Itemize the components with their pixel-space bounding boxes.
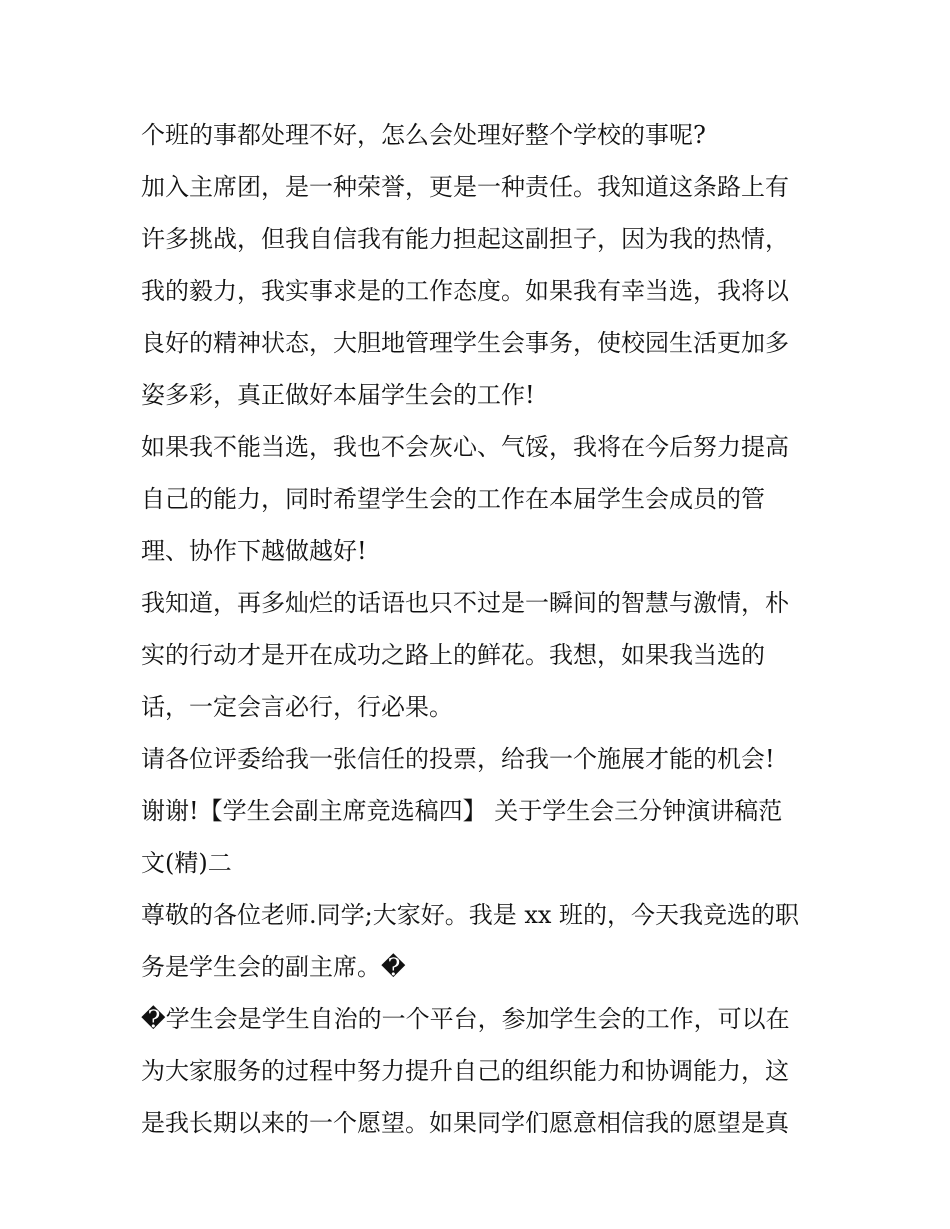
- document-body: [141, 109, 821, 1149]
- text-line: 尊敬的各位老师.同学;大家好。我是 xx 班的，今天我竞选的职: [141, 901, 800, 929]
- text-line: 个班的事都处理不好，怎么会处理好整个学校的事呢?: [141, 121, 706, 149]
- text-line: 话，一定会言必行，行必果。: [141, 693, 453, 721]
- text-line: 理、协作下越做越好!: [141, 537, 367, 565]
- text-line: 我知道，再多灿烂的话语也只不过是一瞬间的智慧与激情，朴: [141, 589, 789, 617]
- text-line: 务是学生会的副主席。�: [141, 953, 406, 981]
- text-line: 谢谢!【学生会副主席竞选稿四】 关于学生会三分钟演讲稿范: [141, 797, 783, 825]
- text-line: 如果我不能当选，我也不会灰心、气馁，我将在今后努力提高: [141, 433, 789, 461]
- text-line: 请各位评委给我一张信任的投票，给我一个施展才能的机会!: [141, 745, 775, 773]
- text-line: 我的毅力，我实事求是的工作态度。如果我有幸当选，我将以: [141, 277, 789, 305]
- text-line: 自己的能力，同时希望学生会的工作在本届学生会成员的管: [141, 485, 765, 513]
- text-line: 良好的精神状态，大胆地管理学生会事务，使校园生活更加多: [141, 329, 789, 357]
- text-line: 是我长期以来的一个愿望。如果同学们愿意相信我的愿望是真: [141, 1109, 789, 1137]
- text-line: 为大家服务的过程中努力提升自己的组织能力和协调能力，这: [141, 1057, 789, 1085]
- text-line: 加入主席团，是一种荣誉，更是一种责任。我知道这条路上有: [141, 173, 789, 201]
- text-line: �学生会是学生自治的一个平台，参加学生会的工作，可以在: [141, 1005, 790, 1033]
- text-line: 姿多彩，真正做好本届学生会的工作!: [141, 381, 535, 409]
- text-line: 文(精)二: [141, 849, 232, 877]
- text-line: 许多挑战，但我自信我有能力担起这副担子，因为我的热情，: [141, 225, 789, 253]
- text-line: 实的行动才是开在成功之路上的鲜花。我想，如果我当选的: [141, 641, 765, 669]
